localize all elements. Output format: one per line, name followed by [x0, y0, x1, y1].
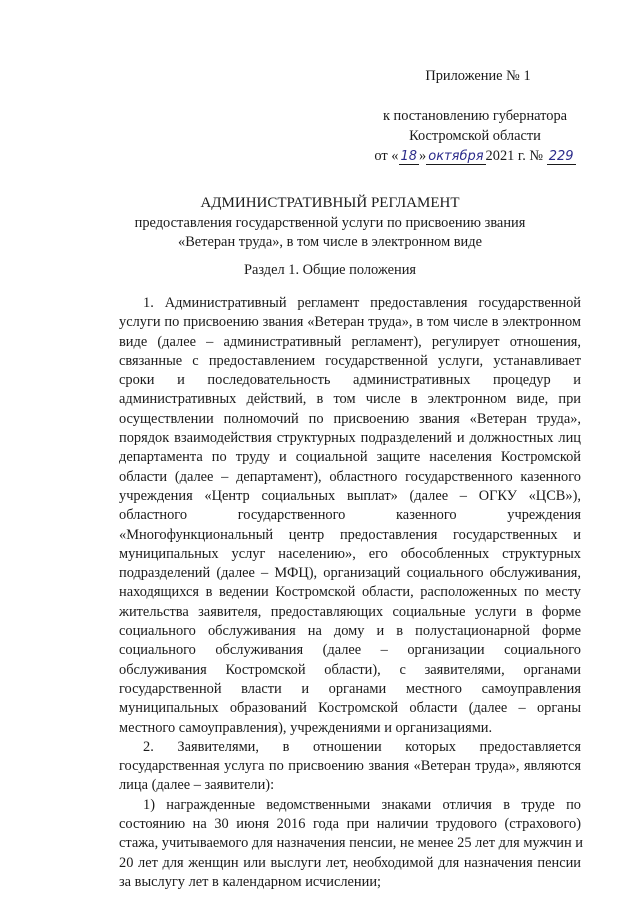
- body-line: за выслугу лет в календарном исчислении;: [119, 873, 382, 890]
- body-line: муниципальных услуг населению», его обособленных структурных: [119, 545, 581, 562]
- body-line: 1. Административный регламент предоставления государственной: [143, 295, 581, 311]
- document-subtitle-line1: предоставления государственной услуги по присвоению звания: [134, 215, 526, 231]
- document-title-block: [100, 194, 560, 252]
- body-line: состоянию на 30 июня 2016 года при наличии трудового (страхового): [119, 816, 581, 833]
- body-line: социального обслуживания на дому и в полустационарной форме: [119, 623, 581, 640]
- document-subtitle-line2: «Ветеран труда», в том числе в электронном виде: [178, 234, 482, 250]
- body-line: государственная услуга по присвоению звания «Ветеран труда», являются: [119, 758, 581, 775]
- body-line: департамента по труду и социальной защите населения Костромской: [119, 449, 581, 466]
- body-line: муниципальных образований Костромской области (далее – органы: [119, 700, 581, 717]
- body-line: находящихся в ведении Костромской области, расположенных по месту: [119, 584, 581, 601]
- body-line: административных действий, в том числе в электронном виде, при: [119, 391, 581, 408]
- body-line: местного самоуправления), учреждениями и организациями.: [119, 719, 493, 736]
- date-number-handwritten: 229: [548, 149, 574, 164]
- body-line: лица (далее – заявители):: [119, 777, 275, 794]
- section-heading: Раздел 1. Общие положения: [243, 262, 417, 278]
- body-line: услуги по присвоению звания «Ветеран труда», в том числе в электронном: [119, 314, 581, 331]
- body-line: стажа, учитываемого для назначения пенсии, не менее 25 лет для мужчин и: [119, 835, 583, 852]
- body-line: порядок взаимодействия структурных подразделений и должностных лиц: [119, 430, 581, 447]
- date-mid: »: [419, 148, 427, 164]
- body-line: подразделений (далее – МФЦ), организаций социального обслуживания,: [119, 565, 581, 582]
- body-line: связанные с предоставлением государственной услуги, устанавливает: [119, 352, 581, 369]
- appendix-to-line1: к постановлению губернатора: [382, 108, 568, 124]
- body-line: жительства заявителя, предоставляющих социальные услуги в форме: [119, 603, 581, 620]
- body-line: областного государственного казенного учреждения: [119, 507, 581, 524]
- body-line: сроки и последовательность административных процедур и: [119, 372, 581, 389]
- document-title: АДМИНИСТРАТИВНЫЙ РЕГЛАМЕНТ: [200, 195, 460, 211]
- body-line: области (далее – департамент), областного государственного казенного: [119, 468, 581, 485]
- body-line: 2. Заявителями, в отношении которых предоставляется: [143, 738, 581, 755]
- body-line: виде (далее – административный регламент), регулирует отношения,: [119, 333, 581, 350]
- appendix-date-line: [360, 146, 590, 167]
- body-line: 20 лет для женщин или выслуги лет, необходимой для назначения пенсии: [119, 854, 581, 871]
- date-month-handwritten: октября: [428, 149, 484, 164]
- body-line: социального обслуживания (далее – организации социального: [119, 642, 581, 659]
- appendix-title: [408, 66, 548, 86]
- body-line: государственной власти и органами местного самоуправления: [119, 680, 581, 697]
- body-line: «Многофункциональный центр предоставления государственных и: [119, 526, 581, 543]
- body-line: учреждения «Центр социальных выплат» (далее – ОГКУ «ЦСВ»),: [119, 487, 581, 504]
- body-line: обслуживания Костромской области), с заявителями, органами: [119, 661, 581, 678]
- date-year: 2021 г. №: [485, 148, 544, 164]
- appendix-reference: [360, 106, 590, 167]
- body-line: осуществлении полномочий по присвоению звания «Ветеран труда»,: [119, 410, 581, 427]
- date-day-handwritten: 18: [400, 149, 418, 164]
- date-prefix: от «: [374, 148, 399, 164]
- document-body: [119, 294, 581, 892]
- appendix-title-text: Приложение № 1: [425, 68, 531, 84]
- body-line: 1) награжденные ведомственными знаками отличия в труде по: [143, 796, 581, 813]
- appendix-to-line2: Костромской области: [409, 128, 541, 144]
